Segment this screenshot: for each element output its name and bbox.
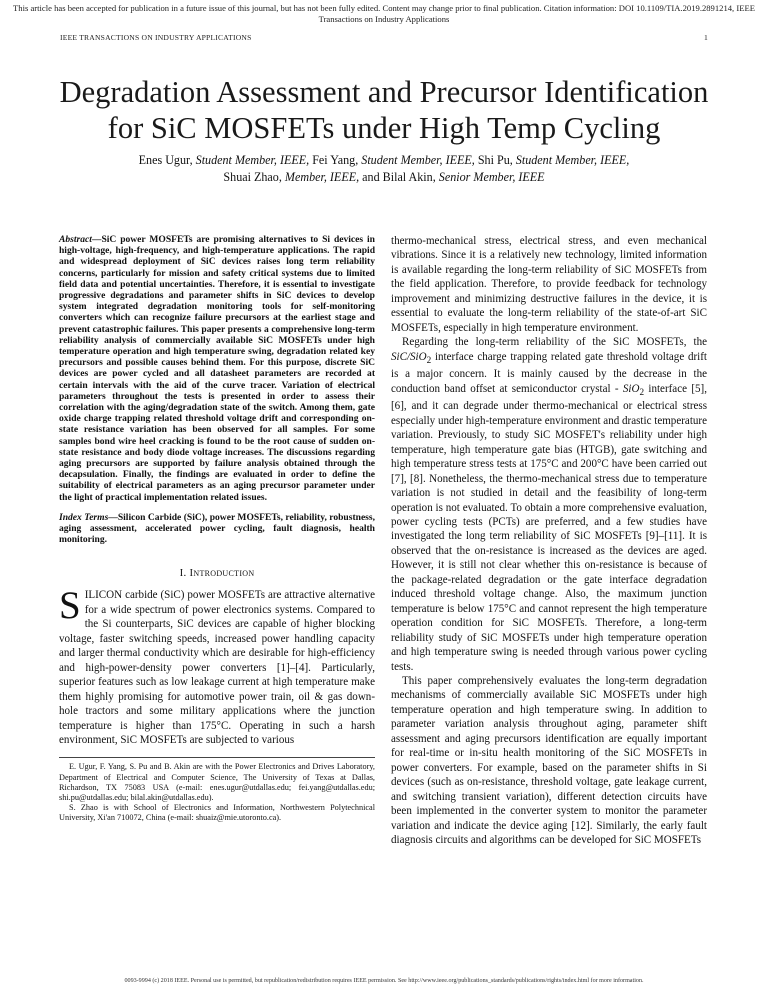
author-conjunction: and bbox=[362, 170, 380, 184]
drop-cap: S bbox=[59, 584, 81, 628]
author-role: Student Member, IEEE, bbox=[195, 153, 310, 167]
title-line-1: Degradation Assessment and Precursor Identification bbox=[59, 75, 709, 109]
abstract-text: —SiC power MOSFETs are promising alternatives to Si devices in high-voltage, high-frequency, and high-temperature applications. The rapid and widespread deployment of SiC devices raises long term reliability concerns, particularly for mission and safety critical systems due to limited field data and potential uncertainties. Therefore, it is essential to investigate progressive degradations and parameter shifts in SiC devices to develop system integrated degradation monitoring tools for self-monitoring converters which can recognize failure precursors at the earliest stage and prevent catastrophic failures. This paper presents a comprehensive long-term reliability analysis of commercially available SiC MOSFETs under high temperature operation and high temperature swing, degradation related key precursors and possible causes behind them. For this purpose, discrete SiC devices are power cycled and all datasheet parameters are recorded at certain intervals with the aid of the curve tracer. Variation of electrical parameters throughout the tests is presented in order to assess their correlation with the aging/degradation state of the switch. Among them, gate oxide charge trapping related threshold voltage drift and corresponding on-state resistance variation has been observed for all samples. For some samples bond wire heel cracking is found to be the root cause of sudden on-state resistance and body diode voltage increases. The discussions regarding aging precursors are supported by failure analysis obtained through the decapsulation. Finally, the findings are evaluated in order to define the suitability of electrical parameters as an aging precursor parameter under the light of practical implementation related issues. bbox=[59, 234, 375, 503]
author-role: Member, IEEE, bbox=[284, 170, 360, 184]
acceptance-notice-line1: This article has been accepted for publication in a future issue of this journal, but has not been fully edited. Content may change prior to final publication. Citation information: DOI 10.1109/TIA.2019.2891214, IEEE bbox=[13, 3, 755, 13]
section-heading-introduction bbox=[59, 567, 375, 579]
author-name: Fei Yang, bbox=[312, 153, 359, 167]
footnote-rule bbox=[59, 757, 375, 758]
index-terms-text: —Silicon Carbide (SiC), power MOSFETs, reliability, robustness, aging assessment, accelerated power cycling, fault diagnosis, health monitoring. bbox=[59, 511, 376, 546]
intro-paragraph-2-part-c: interface [5], [6], and it can degrade under thermo-mechanical or electrical stress especially under high-temperature environment and drastic temperature variation. Previously, to study SiC MOSFET's reliability under high temperature, high temperature gate bias (HTGB), gate switching and high temperature stress tests at 175°C and 200°C have been carried out [7], [8]. Nonetheless, the thermo-mechanical stress due to temperature variation is not studied in detail and the feasibility of long-term operation is not evaluated. To obtain a more comprehensive evaluation, power cycling tests (PCTs) are preferred, and a few studies have investigated the long term reliability of SiC MOSFETs [9]–[11]. It is observed that the on-resistance is increased as the devices are aged. However, it is still not clear whether this on-resistance is because of the package-related degradation or the gate interface degradation induced threshold voltage change. Also, the maximum junction temperature is below 175°C and cannot represent the high temperature operation condition for SiC MOSFETs. Therefore, a long-term reliability study of SiC MOSFETs under high temperature operation and high temperature swing is needed through various power cycling tests. bbox=[391, 382, 707, 673]
math-subscript: 2 bbox=[426, 354, 432, 365]
math-sic-sio2: SiC/SiO bbox=[391, 350, 427, 363]
author-name: Shuai Zhao, bbox=[223, 170, 282, 184]
abstract bbox=[59, 234, 375, 503]
math-subscript: 2 bbox=[639, 386, 645, 397]
running-head bbox=[60, 33, 708, 42]
intro-paragraph-2-part-b: interface charge trapping related gate threshold voltage drift is a major concern. It is mainly caused by the decrease in the conduction band offset at semiconductor crystal - bbox=[391, 350, 707, 395]
math-sio2: SiO bbox=[622, 382, 640, 395]
page-number: 1 bbox=[704, 33, 708, 42]
intro-paragraph-1 bbox=[59, 584, 375, 747]
author-role: Senior Member, IEEE bbox=[438, 170, 545, 184]
acceptance-notice bbox=[0, 3, 768, 25]
footnote-affiliation-2: S. Zhao is with School of Electronics and Information, Northwestern Polytechnical University, Xi'an 710072, China (e-mail: shuaiz@mie.utoronto.ca). bbox=[59, 803, 375, 823]
author-role: Student Member, IEEE, bbox=[515, 153, 630, 167]
left-column bbox=[59, 234, 375, 824]
index-terms bbox=[59, 512, 375, 546]
intro-paragraph-2 bbox=[391, 335, 707, 674]
intro-paragraph-2-part-a: Regarding the long-term reliability of the SiC MOSFETs, the bbox=[402, 336, 707, 349]
acceptance-notice-line2: Transactions on Industry Applications bbox=[318, 14, 450, 24]
section-title: Introduction bbox=[189, 567, 255, 580]
intro-paragraph-3: This paper comprehensively evaluates the long-term degradation mechanisms of commercially available SiC MOSFETs under high temperature operation and high temperature swing. In addition to parameter variation analysis throughout aging, parameter shift assessment and aging precursors identification are equally important for real-time or in-situ health monitoring of the SiC MOSFETs in power converters. For example, based on the parameter shifts in Si devices (such as on-resistance, threshold voltage, gate leakage current, and switching transient variation), different detection circuits have been implemented in the converter system to monitor the parameter variation and indicate the device aging [12]. Similarly, the early fault diagnosis circuits and algorithms can be developed for SiC MOSFETs bbox=[391, 675, 707, 846]
author-list bbox=[30, 152, 738, 186]
section-numeral: I. bbox=[179, 567, 187, 580]
intro-paragraph-1-text: carbide (SiC) power MOSFETs are attractive alternative for a wide spectrum of power electronics systems. Compared to the Si counterparts, SiC devices are capable of higher blocking voltage, faster switching speeds, increased power handling capacity and larger thermal conductivity which are desirable for high-efficiency and high-power-density power converters [1]–[4]. Particularly, superior features such as low leakage current at high temperature make them highly promising for automotive power train, oil & gas down-hole tractors and some military applications where the junction temperature is higher than 175°C. Operating in such a harsh environment, SiC MOSFETs are subjected to various bbox=[59, 589, 375, 747]
abstract-label: Abstract bbox=[59, 234, 92, 245]
author-name: Enes Ugur, bbox=[138, 153, 193, 167]
right-column bbox=[391, 234, 707, 847]
author-name: Shi Pu, bbox=[477, 153, 513, 167]
title-line-2: for SiC MOSFETs under High Temp Cycling bbox=[107, 111, 661, 145]
paper-title bbox=[20, 74, 748, 146]
journal-name: IEEE TRANSACTIONS ON INDUSTRY APPLICATIONS bbox=[60, 33, 252, 42]
author-name: Bilal Akin, bbox=[382, 170, 436, 184]
author-role: Student Member, IEEE, bbox=[361, 153, 475, 167]
index-terms-label: Index Terms bbox=[59, 511, 109, 523]
footnote-affiliation-1: E. Ugur, F. Yang, S. Pu and B. Akin are with the Power Electronics and Drives Laboratory, Department of Electrical and Computer Science, The University of Texas at Dallas, Richardson, TX 75083 USA (e-mail: enes.ugur@utdallas.edu; fei.yang@utdallas.edu; shi.pu@utdallas.edu; bilal.akin@utdallas.edu). bbox=[59, 762, 375, 803]
copyright-footer: 0093-9994 (c) 2018 IEEE. Personal use is permitted, but republication/redistribution requires IEEE permission. See http://www.ieee.org/publications_standards/publications/rights/index.html for more information. bbox=[124, 978, 644, 984]
first-word: ILICON bbox=[84, 589, 123, 602]
intro-paragraph-1-continued: thermo-mechanical stress, electrical stress, and even mechanical vibrations. Since it is a relatively new technology, limited information is available regarding the long-term reliability of SiC MOSFETs from the field application. Therefore, to provide feedback for technology improvement and minimizing destructive failures in the device, it is essential to evaluate the long-term reliability of the state-of-art SiC MOSFETs, especially in high temperature environment. bbox=[391, 235, 707, 334]
